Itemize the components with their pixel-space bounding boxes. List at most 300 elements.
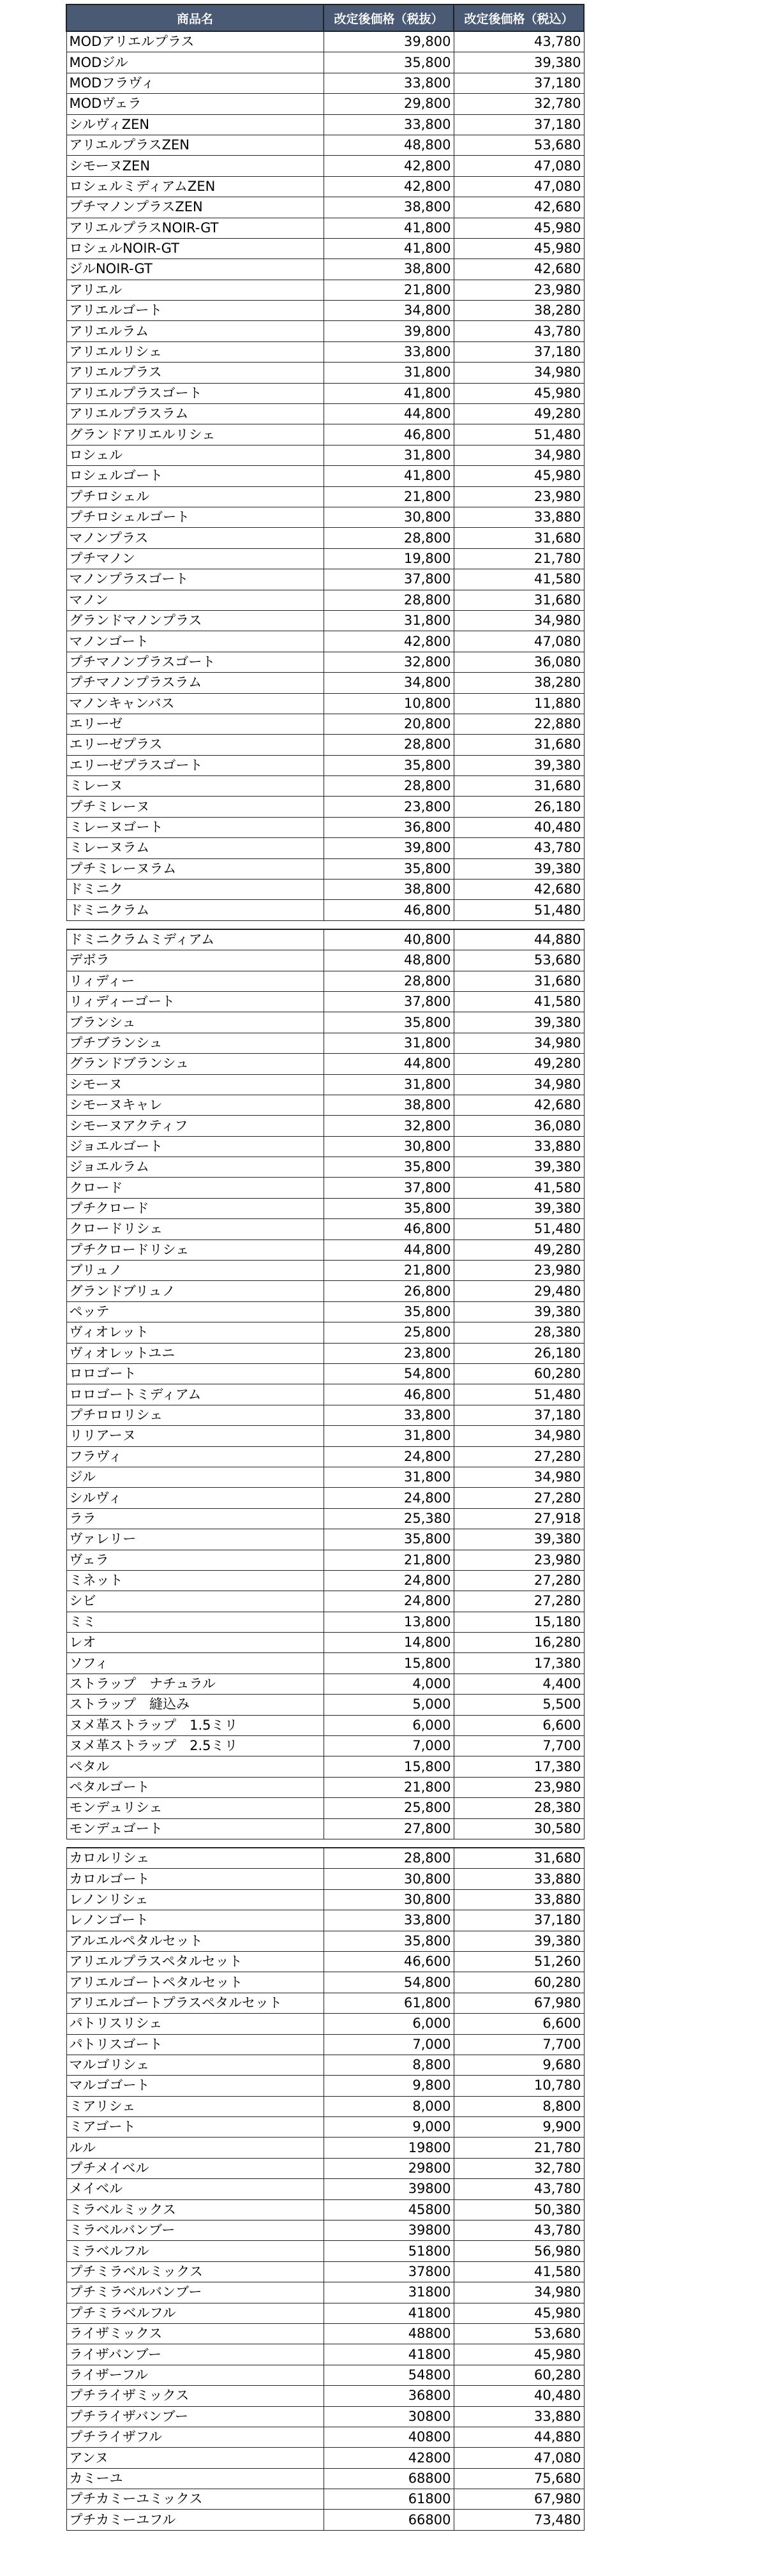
table-row bbox=[66, 971, 584, 991]
price-incl-tax-cell: 42,680 bbox=[454, 1095, 584, 1115]
price-excl-tax-cell: 33,800 bbox=[324, 73, 454, 93]
table-row bbox=[66, 2489, 584, 2510]
price-incl-tax-cell: 43,780 bbox=[454, 838, 584, 858]
price-excl-tax-cell: 21,800 bbox=[324, 1550, 454, 1570]
price-incl-tax-cell: 43,780 bbox=[454, 31, 584, 52]
price-excl-tax-cell: 21,800 bbox=[324, 1777, 454, 1797]
product-name-cell: アリエルプラスペタルセット bbox=[66, 1951, 324, 1972]
price-excl-tax-cell: 31,800 bbox=[324, 610, 454, 631]
product-name-cell: ヴィオレット bbox=[66, 1322, 324, 1343]
table-row bbox=[66, 569, 584, 590]
product-name-cell: マルゴゴート bbox=[66, 2076, 324, 2096]
price-incl-tax-cell: 9,680 bbox=[454, 2055, 584, 2075]
price-incl-tax-cell: 40,480 bbox=[454, 2386, 584, 2406]
price-excl-tax-cell: 35,800 bbox=[324, 1529, 454, 1550]
table-row bbox=[66, 1653, 584, 1674]
product-name-cell: モンデュゴート bbox=[66, 1818, 324, 1839]
table-row bbox=[66, 610, 584, 631]
table-row bbox=[66, 135, 584, 155]
table-row bbox=[66, 900, 584, 920]
table-row bbox=[66, 2510, 584, 2530]
price-excl-tax-cell: 33,800 bbox=[324, 1405, 454, 1425]
price-incl-tax-cell: 60,280 bbox=[454, 1972, 584, 1993]
table-row bbox=[66, 2261, 584, 2282]
product-name-cell: ヴェラ bbox=[66, 1550, 324, 1570]
price-incl-tax-cell: 37,180 bbox=[454, 1910, 584, 1931]
price-excl-tax-cell: 42,800 bbox=[324, 631, 454, 652]
price-excl-tax-cell: 30,800 bbox=[324, 1889, 454, 1910]
table-row bbox=[66, 991, 584, 1012]
price-excl-tax-cell: 42,800 bbox=[324, 156, 454, 176]
price-incl-tax-cell: 39,380 bbox=[454, 1931, 584, 1951]
table-row bbox=[66, 1550, 584, 1570]
price-incl-tax-cell: 67,980 bbox=[454, 2489, 584, 2510]
price-incl-tax-cell: 36,080 bbox=[454, 652, 584, 672]
product-name-cell: MODジル bbox=[66, 52, 324, 73]
price-incl-tax-cell: 45,980 bbox=[454, 2344, 584, 2365]
product-name-cell: プチミラベルミックス bbox=[66, 2261, 324, 2282]
price-incl-tax-cell: 32,780 bbox=[454, 2158, 584, 2178]
price-incl-tax-cell: 31,680 bbox=[454, 971, 584, 991]
price-incl-tax-cell: 41,580 bbox=[454, 2261, 584, 2282]
product-name-cell: プチミラベルフル bbox=[66, 2303, 324, 2323]
table-row bbox=[66, 2076, 584, 2096]
table-row bbox=[66, 2014, 584, 2034]
product-name-cell: シモーヌ bbox=[66, 1074, 324, 1095]
price-excl-tax-cell: 45800 bbox=[324, 2199, 454, 2220]
table-row bbox=[66, 797, 584, 817]
product-name-cell: シルヴィZEN bbox=[66, 114, 324, 135]
product-name-cell: カミーユ bbox=[66, 2468, 324, 2489]
price-incl-tax-cell: 34,980 bbox=[454, 363, 584, 383]
table-row bbox=[66, 1591, 584, 1612]
price-excl-tax-cell: 36800 bbox=[324, 2386, 454, 2406]
table-row bbox=[66, 1695, 584, 1715]
product-name-cell: プチマノンプラスゴート bbox=[66, 652, 324, 672]
table-row bbox=[66, 238, 584, 258]
table-row bbox=[66, 755, 584, 775]
product-name-cell: クロードリシェ bbox=[66, 1219, 324, 1239]
product-name-cell: ルル bbox=[66, 2138, 324, 2158]
price-excl-tax-cell: 36,800 bbox=[324, 817, 454, 837]
price-excl-tax-cell: 28,800 bbox=[324, 776, 454, 797]
product-name-cell: アリエルプラスZEN bbox=[66, 135, 324, 155]
product-name-cell: マノンプラス bbox=[66, 528, 324, 548]
price-incl-tax-cell: 26,180 bbox=[454, 797, 584, 817]
table-row bbox=[66, 631, 584, 652]
table-row bbox=[66, 1848, 584, 1869]
price-incl-tax-cell: 60,280 bbox=[454, 2365, 584, 2385]
price-incl-tax-cell: 42,680 bbox=[454, 197, 584, 218]
product-name-cell: MODフラヴィ bbox=[66, 73, 324, 93]
price-incl-tax-cell: 49,280 bbox=[454, 404, 584, 424]
table-row bbox=[66, 1488, 584, 1508]
price-incl-tax-cell: 51,480 bbox=[454, 1219, 584, 1239]
price-incl-tax-cell: 53,680 bbox=[454, 2323, 584, 2344]
table-row bbox=[66, 404, 584, 424]
price-excl-tax-cell: 31,800 bbox=[324, 1033, 454, 1053]
price-incl-tax-cell: 60,280 bbox=[454, 1364, 584, 1384]
price-excl-tax-cell: 35,800 bbox=[324, 1301, 454, 1322]
product-name-cell: ヌメ革ストラップ 1.5ミリ bbox=[66, 1715, 324, 1735]
price-incl-tax-cell: 34,980 bbox=[454, 1467, 584, 1487]
product-name-cell: ロロゴートミディアム bbox=[66, 1384, 324, 1405]
price-excl-tax-cell: 28,800 bbox=[324, 971, 454, 991]
price-excl-tax-cell: 46,800 bbox=[324, 424, 454, 445]
product-name-cell: プチカミーユフル bbox=[66, 2510, 324, 2530]
table-row bbox=[66, 1343, 584, 1363]
price-incl-tax-cell: 47,080 bbox=[454, 156, 584, 176]
price-incl-tax-cell: 33,880 bbox=[454, 507, 584, 527]
table-row bbox=[66, 507, 584, 527]
product-name-cell: ミレーヌラム bbox=[66, 838, 324, 858]
product-name-cell: シモーヌキャレ bbox=[66, 1095, 324, 1115]
price-incl-tax-cell: 26,180 bbox=[454, 1343, 584, 1363]
table-row bbox=[66, 1426, 584, 1446]
product-name-cell: ミミ bbox=[66, 1612, 324, 1632]
table-row bbox=[66, 445, 584, 465]
price-excl-tax-cell: 37,800 bbox=[324, 1178, 454, 1198]
price-excl-tax-cell: 32,800 bbox=[324, 652, 454, 672]
price-incl-tax-cell: 23,980 bbox=[454, 486, 584, 507]
product-name-cell: プチロシェルゴート bbox=[66, 507, 324, 527]
price-incl-tax-cell: 39,380 bbox=[454, 52, 584, 73]
product-name-cell: ストラップ 縫込み bbox=[66, 1695, 324, 1715]
price-excl-tax-cell: 24,800 bbox=[324, 1591, 454, 1612]
price-excl-tax-cell: 9,000 bbox=[324, 2117, 454, 2138]
price-excl-tax-cell: 7,000 bbox=[324, 1736, 454, 1756]
product-name-cell: ララ bbox=[66, 1508, 324, 1529]
price-excl-tax-cell: 35,800 bbox=[324, 858, 454, 879]
product-name-cell: ドミニク bbox=[66, 880, 324, 900]
price-excl-tax-cell: 35,800 bbox=[324, 1198, 454, 1218]
product-name-cell: ペタル bbox=[66, 1756, 324, 1777]
product-name-cell: リィディーゴート bbox=[66, 991, 324, 1012]
price-excl-tax-cell: 24,800 bbox=[324, 1488, 454, 1508]
price-excl-tax-cell: 6,000 bbox=[324, 1715, 454, 1735]
product-name-cell: プチミレーヌ bbox=[66, 797, 324, 817]
product-name-cell: グランドアリエルリシェ bbox=[66, 424, 324, 445]
product-name-cell: アリエルゴート bbox=[66, 301, 324, 321]
product-name-cell: ライザミックス bbox=[66, 2323, 324, 2344]
table-row bbox=[66, 2220, 584, 2241]
price-incl-tax-cell: 51,480 bbox=[454, 1384, 584, 1405]
product-name-cell: プチマノン bbox=[66, 548, 324, 569]
table-row bbox=[66, 363, 584, 383]
table-row bbox=[66, 1736, 584, 1756]
table-row bbox=[66, 1095, 584, 1115]
price-excl-tax-cell: 41,800 bbox=[324, 383, 454, 403]
product-name-cell: プチクロードリシェ bbox=[66, 1239, 324, 1260]
price-excl-tax-cell: 61,800 bbox=[324, 1993, 454, 2013]
product-name-cell: プチミラベルバンブー bbox=[66, 2282, 324, 2303]
price-excl-tax-cell: 40,800 bbox=[324, 929, 454, 950]
price-excl-tax-cell: 39,800 bbox=[324, 838, 454, 858]
price-incl-tax-cell: 16,280 bbox=[454, 1633, 584, 1653]
product-name-cell: プチロシェル bbox=[66, 486, 324, 507]
price-incl-tax-cell: 33,880 bbox=[454, 1136, 584, 1157]
product-name-cell: ミレーヌ bbox=[66, 776, 324, 797]
price-excl-tax-cell: 30800 bbox=[324, 2406, 454, 2427]
product-name-cell: プチブランシュ bbox=[66, 1033, 324, 1053]
price-excl-tax-cell: 44,800 bbox=[324, 1239, 454, 1260]
price-incl-tax-cell: 23,980 bbox=[454, 280, 584, 300]
price-excl-tax-cell: 21,800 bbox=[324, 486, 454, 507]
price-excl-tax-cell: 42,800 bbox=[324, 176, 454, 197]
price-incl-tax-cell: 45,980 bbox=[454, 383, 584, 403]
price-incl-tax-cell: 49,280 bbox=[454, 1239, 584, 1260]
price-incl-tax-cell: 7,700 bbox=[454, 1736, 584, 1756]
product-name-cell: ペタルゴート bbox=[66, 1777, 324, 1797]
price-incl-tax-cell: 33,880 bbox=[454, 1889, 584, 1910]
price-incl-tax-cell: 5,500 bbox=[454, 1695, 584, 1715]
product-name-cell: シモーヌアクティフ bbox=[66, 1116, 324, 1136]
price-excl-tax-cell: 41800 bbox=[324, 2344, 454, 2365]
price-incl-tax-cell: 51,260 bbox=[454, 1951, 584, 1972]
product-name-cell: ライザバンブー bbox=[66, 2344, 324, 2365]
table-row bbox=[66, 466, 584, 486]
table-row bbox=[66, 817, 584, 837]
price-incl-tax-cell: 33,880 bbox=[454, 1869, 584, 1889]
product-name-cell: プチロロリシェ bbox=[66, 1405, 324, 1425]
product-name-cell: MODアリエルプラス bbox=[66, 31, 324, 52]
table-row bbox=[66, 1798, 584, 1818]
price-excl-tax-cell: 19800 bbox=[324, 2138, 454, 2158]
price-incl-tax-cell: 31,680 bbox=[454, 735, 584, 755]
section-gap-cell bbox=[66, 920, 584, 929]
table-row bbox=[66, 2386, 584, 2406]
price-excl-tax-cell: 35,800 bbox=[324, 1012, 454, 1033]
price-excl-tax-cell: 7,000 bbox=[324, 2034, 454, 2055]
price-incl-tax-cell: 43,780 bbox=[454, 2179, 584, 2199]
product-name-cell: エリーゼプラスゴート bbox=[66, 755, 324, 775]
price-incl-tax-cell: 37,180 bbox=[454, 73, 584, 93]
price-excl-tax-cell: 54800 bbox=[324, 2365, 454, 2385]
product-name-cell: レノンゴート bbox=[66, 1910, 324, 1931]
table-row bbox=[66, 2344, 584, 2365]
product-name-cell: アルエルペタルセット bbox=[66, 1931, 324, 1951]
header-product-name: 商品名 bbox=[66, 4, 324, 31]
table-row bbox=[66, 2427, 584, 2447]
product-name-cell: ブランシュ bbox=[66, 1012, 324, 1033]
table-row bbox=[66, 1446, 584, 1467]
price-incl-tax-cell: 28,380 bbox=[454, 1798, 584, 1818]
product-name-cell: プチライザミックス bbox=[66, 2386, 324, 2406]
table-row bbox=[66, 1777, 584, 1797]
price-excl-tax-cell: 41,800 bbox=[324, 238, 454, 258]
table-row bbox=[66, 2055, 584, 2075]
header-price-excl-tax: 改定後価格（税抜） bbox=[324, 4, 454, 31]
product-name-cell: プチカミーユミックス bbox=[66, 2489, 324, 2510]
price-incl-tax-cell: 53,680 bbox=[454, 135, 584, 155]
price-incl-tax-cell: 45,980 bbox=[454, 466, 584, 486]
price-excl-tax-cell: 38,800 bbox=[324, 197, 454, 218]
table-row bbox=[66, 1715, 584, 1735]
price-excl-tax-cell: 44,800 bbox=[324, 404, 454, 424]
table-row bbox=[66, 1405, 584, 1425]
price-incl-tax-cell: 31,680 bbox=[454, 1848, 584, 1869]
price-excl-tax-cell: 13,800 bbox=[324, 1612, 454, 1632]
price-incl-tax-cell: 29,480 bbox=[454, 1281, 584, 1301]
table-row bbox=[66, 2138, 584, 2158]
header-price-incl-tax: 改定後価格（税込） bbox=[454, 4, 584, 31]
table-row bbox=[66, 1818, 584, 1839]
price-incl-tax-cell: 34,980 bbox=[454, 1426, 584, 1446]
table-row bbox=[66, 1467, 584, 1487]
price-excl-tax-cell: 31800 bbox=[324, 2282, 454, 2303]
product-name-cell: ミラベルバンブー bbox=[66, 2220, 324, 2241]
price-incl-tax-cell: 27,280 bbox=[454, 1570, 584, 1591]
price-excl-tax-cell: 10,800 bbox=[324, 693, 454, 714]
price-excl-tax-cell: 66800 bbox=[324, 2510, 454, 2530]
table-row bbox=[66, 259, 584, 280]
price-incl-tax-cell: 27,280 bbox=[454, 1591, 584, 1612]
price-excl-tax-cell: 61800 bbox=[324, 2489, 454, 2510]
table-row bbox=[66, 156, 584, 176]
product-name-cell: ロロゴート bbox=[66, 1364, 324, 1384]
table-row bbox=[66, 1529, 584, 1550]
price-excl-tax-cell: 25,800 bbox=[324, 1798, 454, 1818]
table-row bbox=[66, 1136, 584, 1157]
table-row bbox=[66, 2117, 584, 2138]
product-name-cell: ミアリシェ bbox=[66, 2096, 324, 2116]
product-name-cell: アリエルゴートペタルセット bbox=[66, 1972, 324, 1993]
price-excl-tax-cell: 40800 bbox=[324, 2427, 454, 2447]
price-excl-tax-cell: 34,800 bbox=[324, 673, 454, 693]
product-name-cell: プチマノンプラスZEN bbox=[66, 197, 324, 218]
table-row bbox=[66, 1012, 584, 1033]
price-excl-tax-cell: 38,800 bbox=[324, 259, 454, 280]
table-row bbox=[66, 1931, 584, 1951]
product-name-cell: ソフィ bbox=[66, 1653, 324, 1674]
price-excl-tax-cell: 6,000 bbox=[324, 2014, 454, 2034]
product-name-cell: ヴィオレットユニ bbox=[66, 1343, 324, 1363]
price-excl-tax-cell: 51800 bbox=[324, 2241, 454, 2261]
price-excl-tax-cell: 48,800 bbox=[324, 135, 454, 155]
table-row bbox=[66, 2468, 584, 2489]
price-excl-tax-cell: 25,800 bbox=[324, 1322, 454, 1343]
table-row bbox=[66, 383, 584, 403]
price-excl-tax-cell: 35,800 bbox=[324, 52, 454, 73]
price-excl-tax-cell: 30,800 bbox=[324, 507, 454, 527]
price-incl-tax-cell: 28,380 bbox=[454, 1322, 584, 1343]
product-name-cell: エリーゼプラス bbox=[66, 735, 324, 755]
price-incl-tax-cell: 21,780 bbox=[454, 2138, 584, 2158]
price-incl-tax-cell: 6,600 bbox=[454, 1715, 584, 1735]
product-name-cell: ロシェル bbox=[66, 445, 324, 465]
section-gap-cell bbox=[66, 1839, 584, 1848]
product-name-cell: ジョエルラム bbox=[66, 1157, 324, 1178]
price-incl-tax-cell: 45,980 bbox=[454, 2303, 584, 2323]
product-name-cell: ヌメ革ストラップ 2.5ミリ bbox=[66, 1736, 324, 1756]
price-incl-tax-cell: 8,800 bbox=[454, 2096, 584, 2116]
product-name-cell: パトリスゴート bbox=[66, 2034, 324, 2055]
price-excl-tax-cell: 29800 bbox=[324, 2158, 454, 2178]
price-incl-tax-cell: 44,880 bbox=[454, 2427, 584, 2447]
table-row bbox=[66, 1508, 584, 1529]
product-name-cell: ペッテ bbox=[66, 1301, 324, 1322]
table-row bbox=[66, 2199, 584, 2220]
product-name-cell: プチライザバンブー bbox=[66, 2406, 324, 2427]
table-row bbox=[66, 1322, 584, 1343]
price-excl-tax-cell: 35,800 bbox=[324, 1157, 454, 1178]
price-incl-tax-cell: 75,680 bbox=[454, 2468, 584, 2489]
price-incl-tax-cell: 34,980 bbox=[454, 1033, 584, 1053]
price-excl-tax-cell: 41,800 bbox=[324, 466, 454, 486]
product-name-cell: クロード bbox=[66, 1178, 324, 1198]
price-incl-tax-cell: 51,480 bbox=[454, 424, 584, 445]
price-incl-tax-cell: 50,380 bbox=[454, 2199, 584, 2220]
price-excl-tax-cell: 28,800 bbox=[324, 528, 454, 548]
price-incl-tax-cell: 37,180 bbox=[454, 114, 584, 135]
price-excl-tax-cell: 46,800 bbox=[324, 1219, 454, 1239]
price-incl-tax-cell: 39,380 bbox=[454, 858, 584, 879]
price-incl-tax-cell: 39,380 bbox=[454, 1529, 584, 1550]
product-name-cell: アリエルプラスNOIR-GT bbox=[66, 218, 324, 238]
product-name-cell: シモーヌZEN bbox=[66, 156, 324, 176]
price-excl-tax-cell: 33,800 bbox=[324, 1910, 454, 1931]
table-row bbox=[66, 652, 584, 672]
price-incl-tax-cell: 37,180 bbox=[454, 1405, 584, 1425]
price-excl-tax-cell: 68800 bbox=[324, 2468, 454, 2489]
product-name-cell: ロシェルNOIR-GT bbox=[66, 238, 324, 258]
price-incl-tax-cell: 41,580 bbox=[454, 1178, 584, 1198]
price-incl-tax-cell: 27,280 bbox=[454, 1488, 584, 1508]
product-name-cell: マノンゴート bbox=[66, 631, 324, 652]
product-name-cell: レオ bbox=[66, 1633, 324, 1653]
table-row bbox=[66, 1281, 584, 1301]
table-row bbox=[66, 693, 584, 714]
price-incl-tax-cell: 47,080 bbox=[454, 2448, 584, 2468]
table-row bbox=[66, 673, 584, 693]
product-name-cell: ミラベルミックス bbox=[66, 2199, 324, 2220]
product-name-cell: カロルゴート bbox=[66, 1869, 324, 1889]
product-name-cell: シビ bbox=[66, 1591, 324, 1612]
table-row bbox=[66, 1074, 584, 1095]
price-incl-tax-cell: 43,780 bbox=[454, 2220, 584, 2241]
price-excl-tax-cell: 54,800 bbox=[324, 1972, 454, 1993]
product-name-cell: マノンキャンバス bbox=[66, 693, 324, 714]
table-row bbox=[66, 1993, 584, 2013]
table-row bbox=[66, 1951, 584, 1972]
price-incl-tax-cell: 17,380 bbox=[454, 1756, 584, 1777]
product-name-cell: アリエルゴートプラスペタルセット bbox=[66, 1993, 324, 2013]
table-row bbox=[66, 114, 584, 135]
price-excl-tax-cell: 28,800 bbox=[324, 1848, 454, 1869]
price-excl-tax-cell: 29,800 bbox=[324, 94, 454, 114]
price-incl-tax-cell: 49,280 bbox=[454, 1054, 584, 1074]
price-excl-tax-cell: 54,800 bbox=[324, 1364, 454, 1384]
price-incl-tax-cell: 34,980 bbox=[454, 2282, 584, 2303]
price-incl-tax-cell: 45,980 bbox=[454, 238, 584, 258]
price-excl-tax-cell: 41800 bbox=[324, 2303, 454, 2323]
table-row bbox=[66, 2179, 584, 2199]
price-excl-tax-cell: 37800 bbox=[324, 2261, 454, 2282]
price-incl-tax-cell: 67,980 bbox=[454, 1993, 584, 2013]
table-row bbox=[66, 2096, 584, 2116]
price-excl-tax-cell: 33,800 bbox=[324, 341, 454, 362]
price-incl-tax-cell: 51,480 bbox=[454, 900, 584, 920]
product-name-cell: アリエルリシェ bbox=[66, 341, 324, 362]
table-row bbox=[66, 1869, 584, 1889]
table-row bbox=[66, 1756, 584, 1777]
price-incl-tax-cell: 41,580 bbox=[454, 991, 584, 1012]
table-body bbox=[66, 31, 584, 2530]
product-name-cell: ストラップ ナチュラル bbox=[66, 1674, 324, 1694]
table-row bbox=[66, 528, 584, 548]
product-name-cell: ミレーヌゴート bbox=[66, 817, 324, 837]
price-incl-tax-cell: 39,380 bbox=[454, 755, 584, 775]
